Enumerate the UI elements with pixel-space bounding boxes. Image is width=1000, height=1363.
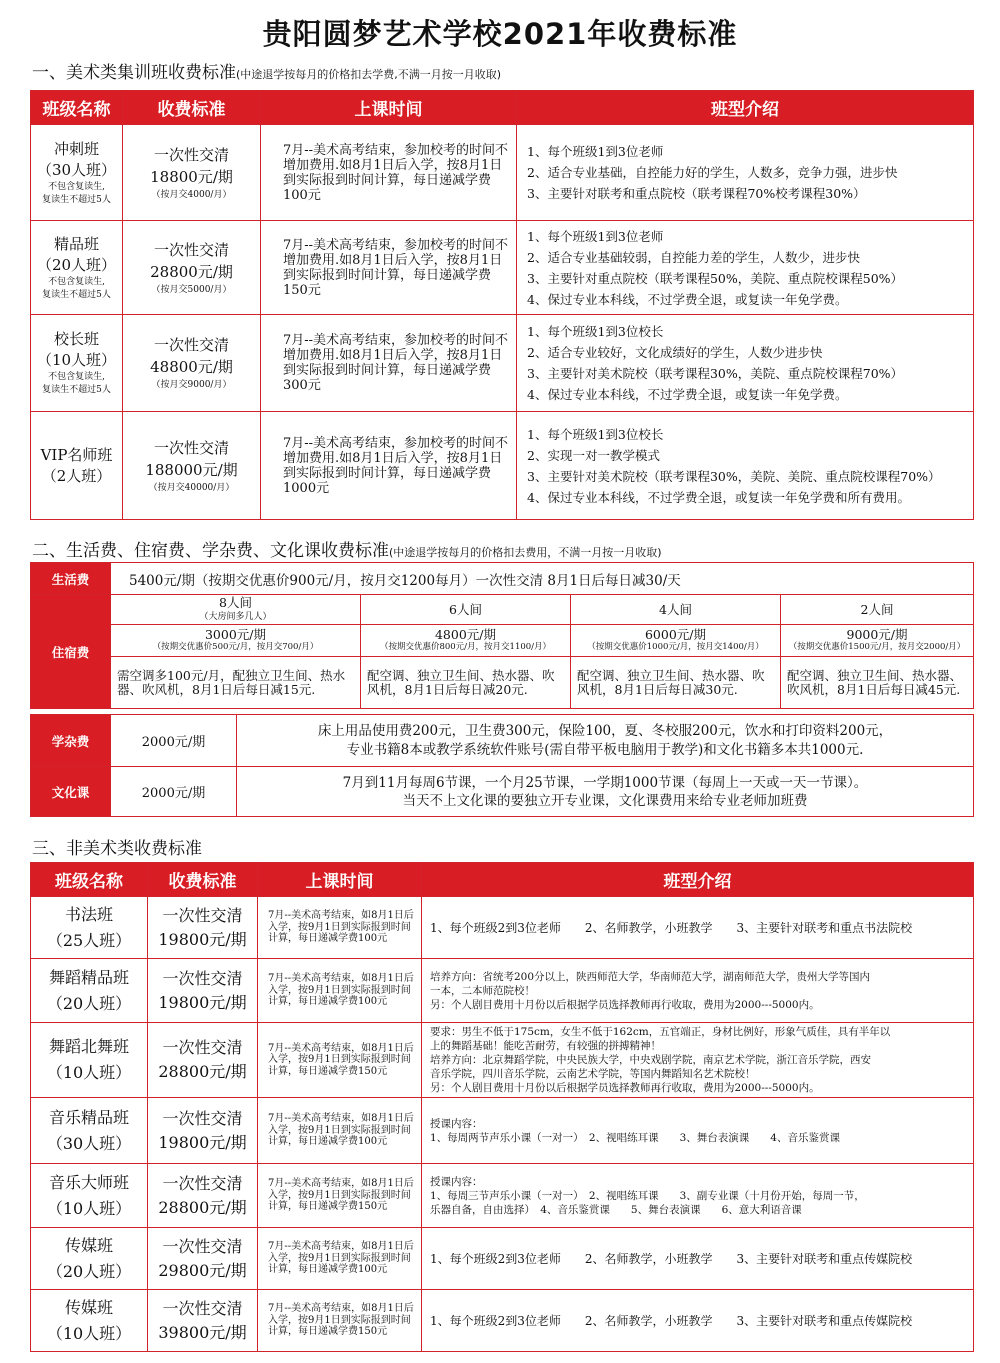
class-time: 7月--美术高考结束，如8月1日后入学，按9月1日到实际报到时间计算，每日递减学费100元	[258, 897, 422, 959]
fee-amount: 28800元/期	[158, 1197, 247, 1217]
table-row	[31, 1098, 974, 1164]
header-intro: 班型介绍	[517, 91, 974, 125]
intro-line: 一本，二本师范院校！	[430, 984, 535, 997]
class-name: 音乐大师班	[48, 1172, 129, 1192]
class-note: 复读生不超过5人	[42, 194, 111, 205]
fee-cell	[148, 959, 258, 1023]
class-note: 复读生不超过5人	[42, 289, 111, 300]
fee-amount: 48800元/期	[150, 358, 233, 376]
section1-note: (中途退学按每月的价格扣去学费,不满一月按一月收取)	[236, 68, 502, 81]
intro-line: 3、主要针对重点院校（联考课程50%，美院、重点院校课程50%）	[527, 270, 904, 286]
section2-title: 二、生活费、住宿费、学杂费、文化课收费标准	[32, 541, 389, 561]
fee-monthly: （按月交4000/月）	[151, 189, 232, 200]
class-intro	[422, 1164, 974, 1228]
page-title: 贵阳圆梦艺术学校2021年收费标准	[262, 17, 738, 51]
class-time: 7月--美术高考结束，如8月1日后入学，按9月1日到实际报到时间计算，每日递减学费100元	[258, 959, 422, 1023]
fee-amount: 28800元/期	[150, 262, 233, 281]
fee-monthly: （按月交9000/月）	[151, 380, 232, 390]
class-note: 不包含复读生,	[48, 372, 105, 382]
class-name-cell	[31, 1023, 148, 1098]
room-price-4: 6000元/期 （按期交优惠价1000元/月，按月交1400/月）	[571, 625, 781, 657]
fee-type: 一次性交清	[153, 336, 229, 354]
fee-cell	[123, 412, 261, 520]
class-name-cell	[31, 1098, 148, 1164]
room-price-6: 4800元/期 （按期交优惠价800元/月，按月交1100/月）	[361, 625, 571, 657]
non-art-class-table	[30, 862, 974, 1352]
fee-amount: 188000元/期	[145, 460, 238, 479]
class-time: 7月--美术高考结束，如8月1日后入学，按9月1日到实际报到时间计算，每日递减学费150元	[258, 1023, 422, 1098]
misc-fee-table	[30, 714, 974, 817]
intro-line: 授课内容：	[430, 1117, 483, 1130]
fee-amount: 39800元/期	[158, 1322, 247, 1342]
class-intro	[422, 897, 974, 959]
fee-type: 一次性交清	[153, 145, 229, 164]
fee-cell	[148, 1290, 258, 1352]
living-text: 5400元/期（按期交优惠价900元/月，按月交1200每月）一次性交清 8月1日后每日减30/天	[111, 563, 974, 595]
header-fee: 收费标准	[148, 863, 258, 897]
table-row	[31, 897, 974, 959]
intro-line: 2、适合专业基础，自控能力好的学生，人数多，竞争力强，进步快	[527, 165, 898, 180]
intro-line: 2、适合专业较好，文化成绩好的学生，人数少进步快	[527, 345, 823, 360]
section1-heading	[32, 58, 501, 83]
intro-line: 3、主要针对美术院校（联考课程30%，美院、重点院校课程70%）	[527, 366, 904, 381]
living-fee-table	[30, 562, 974, 709]
intro-line: 2、适合专业基础较弱，自控能力差的学生，人数少，进步快	[527, 249, 860, 265]
fee-type: 一次性交清	[162, 1236, 243, 1256]
class-intro	[422, 1228, 974, 1290]
class-name: 传媒班	[64, 1297, 113, 1317]
class-size: （10人班）	[46, 1063, 132, 1082]
class-name-cell	[31, 1164, 148, 1228]
class-time: 7月--美术高考结束，如8月1日后入学，按9月1日到实际报到时间计算，每日递减学费150元	[258, 1290, 422, 1352]
fee-monthly: （按月交5000/月）	[151, 284, 232, 295]
fee-amount: 19800元/期	[158, 929, 247, 949]
fee-monthly: （按月交40000/月）	[148, 482, 235, 493]
table-row	[31, 959, 974, 1023]
intro-line: 上的舞蹈基础！能吃苦耐劳，有较强的拼搏精神！	[430, 1040, 661, 1052]
class-name: 书法班	[64, 904, 113, 924]
room-type-6: 6人间	[361, 595, 571, 625]
class-time: 7月--美术高考结束，如8月1日后入学，按9月1日到实际报到时间计算，每日递减学费100元	[258, 1098, 422, 1164]
table-row	[31, 1228, 974, 1290]
fee-cell	[123, 125, 261, 221]
misc-line2: 专业书籍8本或教学系统软件账号(需自带平板电脑用于教学)和文化书籍多本共1000元.	[346, 741, 864, 758]
room-type-8: 8人间 （大房间多几人）	[111, 595, 361, 625]
class-time: 7月--美术高考结束，参加校考的时间不增加费用.如8月1日后入学，按8月1日到实际报到时间计算，每日递减学费1000元	[261, 412, 517, 520]
class-name-cell	[31, 1290, 148, 1352]
class-name: 校长班	[53, 330, 99, 348]
housing-label: 住宿费	[31, 595, 111, 709]
table-row	[31, 125, 974, 221]
fee-type: 一次性交清	[162, 1108, 243, 1128]
intro-line: 乐器自备，自由选择） 4、音乐鉴赏课 5、舞台表演课 6、意大利语音课	[430, 1203, 802, 1216]
class-name: 舞蹈北舞班	[48, 1037, 129, 1056]
class-size: （2人班）	[41, 466, 112, 485]
class-size: （10人班）	[36, 351, 117, 369]
intro-line: 另：个人剧目费用十月份以后根据学员选择教师再行收取，费用为2000---5000内。	[430, 998, 820, 1011]
intro-line: 授课内容：	[430, 1175, 483, 1188]
intro-line: 1、每个班级1到3位校长	[527, 324, 664, 339]
class-name-cell	[31, 315, 123, 412]
class-size: （20人班）	[46, 1261, 132, 1281]
section1-title: 一、美术类集训班收费标准	[32, 63, 236, 83]
fee-amount: 29800元/期	[158, 1260, 247, 1280]
class-size: （25人班）	[46, 930, 132, 950]
class-name: VIP名师班	[40, 445, 113, 464]
intro-line: 4、保过专业本科线，不过学费全退，或复读一年免学费和所有费用。	[527, 489, 910, 505]
class-name: 舞蹈精品班	[48, 967, 129, 987]
header-time: 上课时间	[261, 91, 517, 125]
intro-line: 要求：男生不低于175cm，女生不低于162cm，五官端正，身材比例好，形象气质佳，具有半年以	[430, 1026, 891, 1038]
intro-line: 1、每个班级1到3位老师	[527, 228, 664, 244]
class-name: 音乐精品班	[48, 1107, 129, 1127]
class-intro	[517, 221, 974, 315]
intro-line: 1、每周三节声乐小课（一对一） 2、视唱练耳课 3、副专业课（十月份开始，每周一节，	[430, 1189, 865, 1202]
class-intro	[422, 1098, 974, 1164]
header-fee: 收费标准	[123, 91, 261, 125]
class-intro	[422, 1290, 974, 1352]
culture-line1: 7月到11月每周6节课，一个月25节课，一学期1000节课（每周上一天或一天一节课）。	[342, 774, 868, 791]
culture-line2: 当天不上文化课的要独立开专业课，文化课费用来给专业老师加班费	[402, 792, 808, 809]
fee-cell	[148, 1023, 258, 1098]
class-intro	[517, 412, 974, 520]
header-class-name: 班级名称	[31, 863, 148, 897]
intro-line: 3、主要针对联考和重点院校（联考课程70%校考课程30%）	[527, 186, 866, 201]
table-row	[31, 1290, 974, 1352]
intro-line: 培养方向：北京舞蹈学院，中央民族大学，中央戏剧学院，南京艺术学院，浙江音乐学院，西安	[430, 1054, 871, 1066]
fee-cell	[123, 221, 261, 315]
fee-amount: 28800元/期	[158, 1062, 247, 1081]
intro-line: 培养方向：省统考200分以上，陕西师范大学，华南师范大学，湖南师范大学，贵州大学等国内	[430, 970, 871, 983]
fee-cell	[123, 315, 261, 412]
intro-line: 1、每个班级2到3位老师 2、名师教学，小班教学 3、主要针对联考和重点传媒院校	[430, 1251, 913, 1266]
section2-heading	[32, 536, 662, 561]
intro-line: 2、实现一对一教学模式	[527, 447, 660, 463]
fee-type: 一次性交清	[162, 1173, 243, 1193]
class-size: （10人班）	[46, 1198, 132, 1218]
class-name-cell	[31, 125, 123, 221]
fee-cell	[148, 1164, 258, 1228]
misc-price: 2000元/期	[111, 715, 237, 767]
misc-line1: 床上用品使用费200元，卫生费300元，保险100，夏、冬校服200元，饮水和打印资料200元，	[317, 722, 893, 739]
fee-amount: 19800元/期	[158, 1132, 247, 1152]
room-type-4: 4人间	[571, 595, 781, 625]
art-class-table	[30, 90, 974, 520]
fee-type: 一次性交清	[162, 1298, 243, 1318]
misc-text	[237, 715, 974, 767]
room-desc-6: 配空调、独立卫生间、热水器、吹风机，8月1日后每日减20元.	[361, 657, 571, 709]
intro-line: 音乐学院，四川音乐学院，云南艺术学院，等国内舞蹈知名艺术院校！	[430, 1068, 756, 1080]
class-name: 精品班	[53, 234, 99, 253]
living-label: 生活费	[31, 563, 111, 595]
class-size: （30人班）	[46, 1133, 132, 1153]
class-note: 复读生不超过5人	[42, 385, 111, 395]
intro-line: 4、保过专业本科线，不过学费全退，或复读一年免学费。	[527, 387, 848, 402]
class-intro	[517, 125, 974, 221]
section2-note: (中途退学按每月的价格扣去费用，不满一月按一月收取)	[389, 546, 662, 559]
room-desc-4: 配空调、独立卫生间、热水器、吹风机，8月1日后每日减30元.	[571, 657, 781, 709]
intro-line: 1、每个班级2到3位老师 2、名师教学，小班教学 3、主要针对联考和重点传媒院校	[430, 1313, 913, 1328]
class-size: （20人班）	[46, 993, 132, 1013]
class-name-cell	[31, 1228, 148, 1290]
class-time: 7月--美术高考结束，参加校考的时间不增加费用.如8月1日后入学，按8月1日到实际报到时间计算，每日递减学费100元	[261, 125, 517, 221]
header-intro: 班型介绍	[422, 863, 974, 897]
class-name-cell	[31, 959, 148, 1023]
class-intro	[422, 1023, 974, 1098]
room-desc-8: 需空调多100元/月，配独立卫生间、热水器、吹风机，8月1日后每日减15元.	[111, 657, 361, 709]
class-time: 7月--美术高考结束，参加校考的时间不增加费用.如8月1日后入学，按8月1日到实际报到时间计算，每日递减学费150元	[261, 221, 517, 315]
fee-type: 一次性交清	[153, 438, 229, 457]
misc-label: 学杂费	[31, 715, 111, 767]
intro-line: 1、每个班级1到3位校长	[527, 426, 664, 442]
class-name-cell	[31, 897, 148, 959]
intro-line: 另：个人剧目费用十月份以后根据学员选择教师再行收取，费用为2000---5000内。	[430, 1082, 820, 1094]
class-intro	[422, 959, 974, 1023]
class-size: （20人班）	[36, 255, 117, 274]
fee-cell	[148, 897, 258, 959]
intro-line: 1、每个班级2到3位老师 2、名师教学，小班教学 3、主要针对联考和重点书法院校	[430, 920, 913, 935]
table-row	[31, 412, 974, 520]
class-name-cell	[31, 412, 123, 520]
table-row	[31, 1023, 974, 1098]
class-note: 不包含复读生,	[48, 181, 105, 192]
fee-cell	[148, 1228, 258, 1290]
culture-text	[237, 767, 974, 817]
class-name: 传媒班	[64, 1235, 113, 1255]
room-price-2: 9000元/期 （按期交优惠价1500元/月，按月交2000/月）	[781, 625, 974, 657]
fee-type: 一次性交清	[162, 1038, 243, 1057]
intro-line: 1、每个班级1到3位老师	[527, 144, 664, 159]
fee-type: 一次性交清	[153, 240, 229, 259]
class-size: （10人班）	[46, 1323, 132, 1343]
culture-label: 文化课	[31, 767, 111, 817]
header-time: 上课时间	[258, 863, 422, 897]
class-time: 7月--美术高考结束，参加校考的时间不增加费用.如8月1日后入学，按8月1日到实际报到时间计算，每日递减学费300元	[261, 315, 517, 412]
room-desc-2: 配空调、独立卫生间、热水器、吹风机，8月1日后每日减45元.	[781, 657, 974, 709]
intro-line: 4、保过专业本科线，不过学费全退，或复读一年免学费。	[527, 291, 848, 307]
table-row	[31, 1164, 974, 1228]
table-row	[31, 221, 974, 315]
intro-line: 1、每周两节声乐小课（一对一） 2、视唱练耳课 3、舞台表演课 4、音乐鉴赏课	[430, 1131, 840, 1144]
class-time: 7月--美术高考结束，如8月1日后入学，按9月1日到实际报到时间计算，每日递减学费100元	[258, 1228, 422, 1290]
header-class-name: 班级名称	[31, 91, 123, 125]
fee-cell	[148, 1098, 258, 1164]
class-note: 不包含复读生,	[48, 276, 105, 287]
room-price-8: 3000元/期 （按期交优惠价500元/月，按月交700/月）	[111, 625, 361, 657]
class-name: 冲刺班	[53, 139, 99, 158]
class-name-cell	[31, 221, 123, 315]
fee-type: 一次性交清	[162, 968, 243, 988]
fee-type: 一次性交清	[162, 905, 243, 925]
table-row	[31, 315, 974, 412]
class-time: 7月--美术高考结束，如8月1日后入学，按9月1日到实际报到时间计算，每日递减学费150元	[258, 1164, 422, 1228]
class-size: （30人班）	[36, 160, 117, 179]
room-type-2: 2人间	[781, 595, 974, 625]
culture-price: 2000元/期	[111, 767, 237, 817]
intro-line: 3、主要针对美术院校（联考课程30%，美院、美院、重点院校课程70%）	[527, 468, 941, 484]
fee-amount: 19800元/期	[158, 992, 247, 1012]
fee-amount: 18800元/期	[150, 167, 233, 186]
section3-heading: 三、非美术类收费标准	[32, 839, 202, 859]
class-intro	[517, 315, 974, 412]
